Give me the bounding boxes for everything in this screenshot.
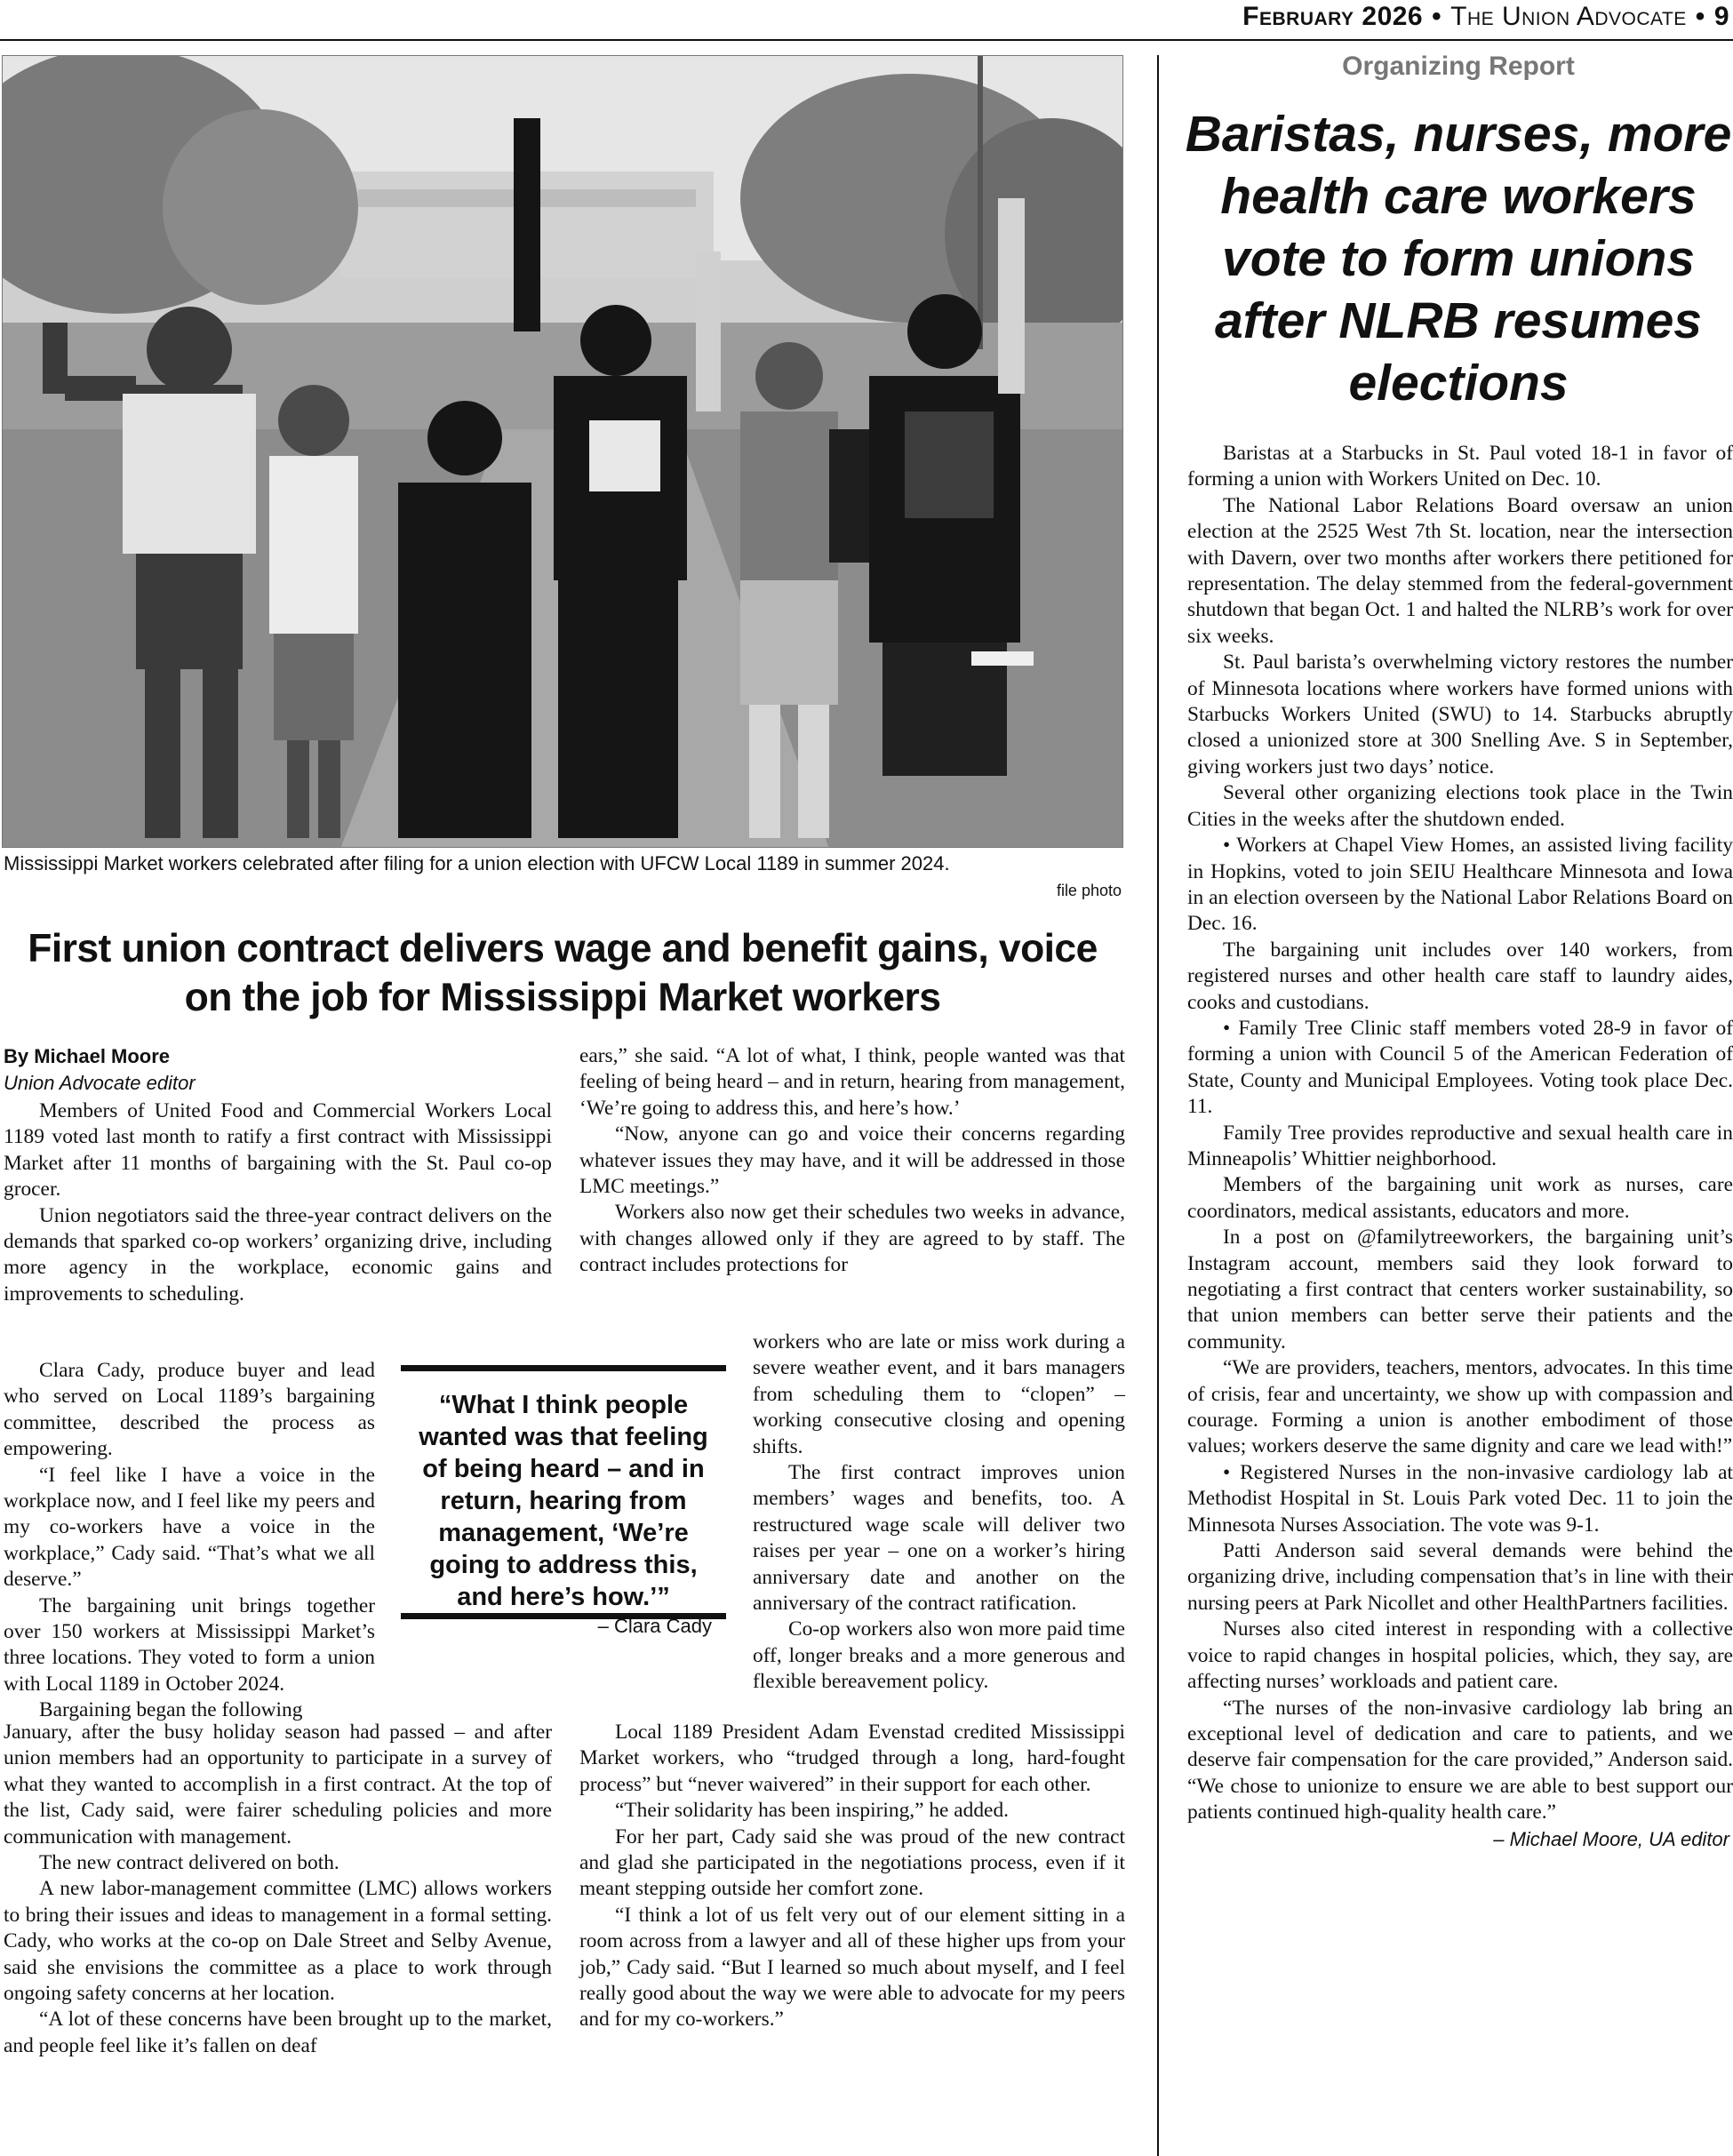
side-paragraph: The bargaining unit includes over 140 workers, from registered nurses and other health care staff to laundry aides, cooks and custodians. — [1187, 938, 1733, 1014]
side-paragraph: Patti Anderson said several demands were behind the organizing drive, including compensation that’s in line with their nursing peers at Park Nicollet and other HealthPartners facilities. — [1187, 1539, 1733, 1615]
lead-photo — [2, 55, 1123, 848]
article-paragraph: Union negotiators said the three-year contract delivers on the demands that sparked co-op workers’ organizing drive, including more agency in the workplace, economic gains and improvements to scheduling. — [4, 1203, 552, 1306]
side-paragraph: The National Labor Relations Board oversaw an union election at the 2525 West 7th St. location, near the intersection with Davern, over two months after workers there petitioned for representation. The delay stemmed from the federal-government shutdown that began Oct. 1 and halted the NLRB’s work for over six weeks. — [1187, 493, 1733, 648]
article-paragraph: The first contract improves union members’ wages and benefits, too. A restructured wage scale will deliver two raises per year – one on a worker’s hiring anniversary date and another on the anniversary of the contract ratification. — [753, 1461, 1125, 1616]
article-paragraph: A new labor-management committee (LMC) allows workers to bring their issues and ideas to management in a formal setting. Cady, who works at the co-op on Dale Street and Selby Avenue, said she envisions the committee as a place to work through ongoing safety concerns at her location. — [4, 1877, 552, 2006]
article-column-1-bottom — [4, 1720, 552, 2059]
article-column-1-top — [4, 1098, 552, 1307]
article-paragraph: workers who are late or miss work during a severe weather event, and it bars managers from scheduling them to “clopen” – working consecutive closing and opening shifts. — [753, 1330, 1125, 1458]
article-column-2-top — [579, 1043, 1125, 1279]
article-paragraph: ears,” she said. “A lot of what, I think, people wanted was that feeling of being heard – and in return, hearing from management, ‘We’re going to address this, and here’s how.’ — [579, 1044, 1125, 1120]
article-column-2-bottom — [579, 1720, 1125, 2033]
photo-illustration — [3, 56, 1123, 848]
side-paragraph: Nurses also cited interest in responding with a collective voice to rapid changes in hospital policies, which, they say, are affecting nurses’ workloads and patient care. — [1187, 1617, 1733, 1694]
article-paragraph: The new contract delivered on both. — [39, 1851, 339, 1875]
header-folio — [1242, 2, 1729, 32]
side-paragraph: Several other organizing elections took place in the Twin Cities in the weeks after the shutdown ended. — [1187, 781, 1733, 831]
side-paragraph: “The nurses of the non-invasive cardiology lab bring an exceptional level of dedication and care to patients, and we deserve fair compensation for the care provided,” Anderson said. “We chose to unionize to ensure we are able to best support our patients continued high-quality health care.” — [1187, 1696, 1733, 1825]
side-paragraph: • Registered Nurses in the non-invasive cardiology lab at Methodist Hospital in St. Louis Park voted Dec. 11 to join the Minnesota Nurses Association. The vote was 9-1. — [1187, 1460, 1733, 1537]
side-paragraph: Family Tree provides reproductive and sexual health care in Minneapolis’ Whittier neighborhood. — [1187, 1121, 1733, 1170]
article-paragraph: Co-op workers also won more paid time off, longer breaks and a more generous and flexible bereavement policy. — [753, 1617, 1125, 1694]
section-label: Organizing Report — [1342, 52, 1575, 81]
header-separator: • — [1695, 2, 1705, 31]
side-paragraph: • Workers at Chapel View Homes, an assisted living facility in Hopkins, voted to join SEIU Healthcare Minnesota and Iowa in an election overseen by the National Labor Relations Board on Dec. 16. — [1187, 834, 1733, 936]
article-column-2-middle — [753, 1330, 1125, 1696]
side-paragraph: “We are providers, teachers, mentors, advocates. In this time of crisis, fear and uncertainty, we show up with compassion and courage. Forming a union is another embodiment of those values; workers deserve the same dignity and care we lead with!” — [1187, 1356, 1733, 1458]
article-paragraph: January, after the busy holiday season had passed – and after union members had an opportunity to participate in a survey of what they wanted to accomplish in a first contract. At the top of the list, Cady said, were fairer scheduling policies and more communication with management. — [4, 1721, 552, 1849]
page-header — [0, 0, 1733, 41]
side-article-column — [1187, 441, 1733, 1853]
side-paragraph: Baristas at a Starbucks in St. Paul voted 18-1 in favor of forming a union with Workers United on Dec. 10. — [1187, 442, 1733, 491]
article-paragraph: “I feel like I have a voice in the workplace now, and I feel like my peers and my co-workers have a voice in the workplace,” Cady said. “That’s what we all deserve.” — [4, 1463, 375, 1592]
side-paragraph: Members of the bargaining unit work as nurses, care coordinators, medical assistants, educators and more. — [1187, 1173, 1733, 1223]
article-paragraph: Local 1189 President Adam Evenstad credited Mississippi Market workers, who “trudged through a long, hard-fought process” but “never waivered” in their support for each other. — [579, 1721, 1125, 1796]
side-paragraph: • Family Tree Clinic staff members voted 28-9 in favor of forming a union with Council 5 of the American Federation of State, County and Municipal Employees. Voting took place Dec. 11. — [1187, 1016, 1733, 1119]
pull-quote — [401, 1365, 726, 1637]
photo-credit: file photo — [1056, 882, 1122, 899]
article-paragraph: “Now, anyone can go and voice their concerns regarding whatever issues they may have, and it will be addressed in those LMC meetings.” — [579, 1122, 1125, 1199]
article-paragraph: For her part, Cady said she was proud of the new contract and glad she participated in the negotiations process, even if it meant stepping outside her comfort zone. — [579, 1825, 1125, 1901]
pull-quote-attribution: – Clara Cady — [597, 1615, 712, 1637]
header-separator: • — [1432, 2, 1442, 31]
article-column-1-middle — [4, 1358, 375, 1724]
byline — [4, 1043, 196, 1097]
header-month: February 2026 — [1242, 2, 1424, 31]
article-paragraph: Members of United Food and Commercial Workers Local 1189 voted last month to ratify a first contract with Mississippi Market after 11 months of bargaining with the St. Paul co-op grocer. — [4, 1099, 552, 1202]
article-paragraph: Bargaining began the following — [39, 1698, 303, 1722]
article-paragraph: “Their solidarity has been inspiring,” he added. — [615, 1799, 1009, 1823]
article-paragraph: Clara Cady, produce buyer and lead who served on Local 1189’s bargaining committee, described the process as empowering. — [4, 1359, 375, 1461]
main-headline: First union contract delivers wage and benefit gains, voice on the job for Mississippi Market workers — [28, 927, 1098, 1019]
pull-quote-text: “What I think people wanted was that feeling of being heard – and in return, hearing from management, ‘We’re going to address this, and here’s how.’” — [419, 1391, 708, 1611]
article-paragraph: Workers also now get their schedules two weeks in advance, with changes allowed only if they are agreed to by staff. The contract includes protections for — [579, 1201, 1125, 1277]
author-name: By Michael Moore — [4, 1045, 171, 1067]
side-article-signature: – Michael Moore, UA editor — [1493, 1827, 1729, 1850]
header-publication: The Union Advocate — [1450, 2, 1687, 31]
photo-caption: Mississippi Market workers celebrated after filing for a union election with UFCW Local 1189 in summer 2024. — [4, 852, 950, 874]
column-divider — [1157, 55, 1159, 2156]
side-headline: Baristas, nurses, more health care workers vote to form unions after NLRB resumes elections — [1185, 106, 1732, 411]
side-paragraph: In a post on @familytreeworkers, the bargaining unit’s Instagram account, members said they look forward to negotiating a first contract that centers worker sustainability, so that union members can better serve their patients and the community. — [1187, 1226, 1733, 1353]
header-page-number: 9 — [1713, 2, 1729, 31]
article-paragraph: “A lot of these concerns have been brought up to the market, and people feel like it’s fallen on deaf — [4, 2008, 552, 2057]
side-paragraph: St. Paul barista’s overwhelming victory restores the number of Minnesota locations where workers have formed unions with Starbucks Workers United (SWU) to 14. Starbucks abruptly closed a unionized store at 300 Snelling Ave. S in September, giving workers just two days’ notice. — [1187, 651, 1733, 779]
article-paragraph: “I think a lot of us felt very out of our element sitting in a room across from a lawyer and all of these higher ups from your job,” Cady said. “But I learned so much about myself, and I feel really good about the way we were able to advocate for my peers and for my co-workers.” — [579, 1903, 1125, 2032]
author-role: Union Advocate editor — [4, 1072, 196, 1094]
article-paragraph: The bargaining unit brings together over 150 workers at Mississippi Market’s three locations. They voted to form a union with Local 1189 in October 2024. — [4, 1593, 375, 1696]
